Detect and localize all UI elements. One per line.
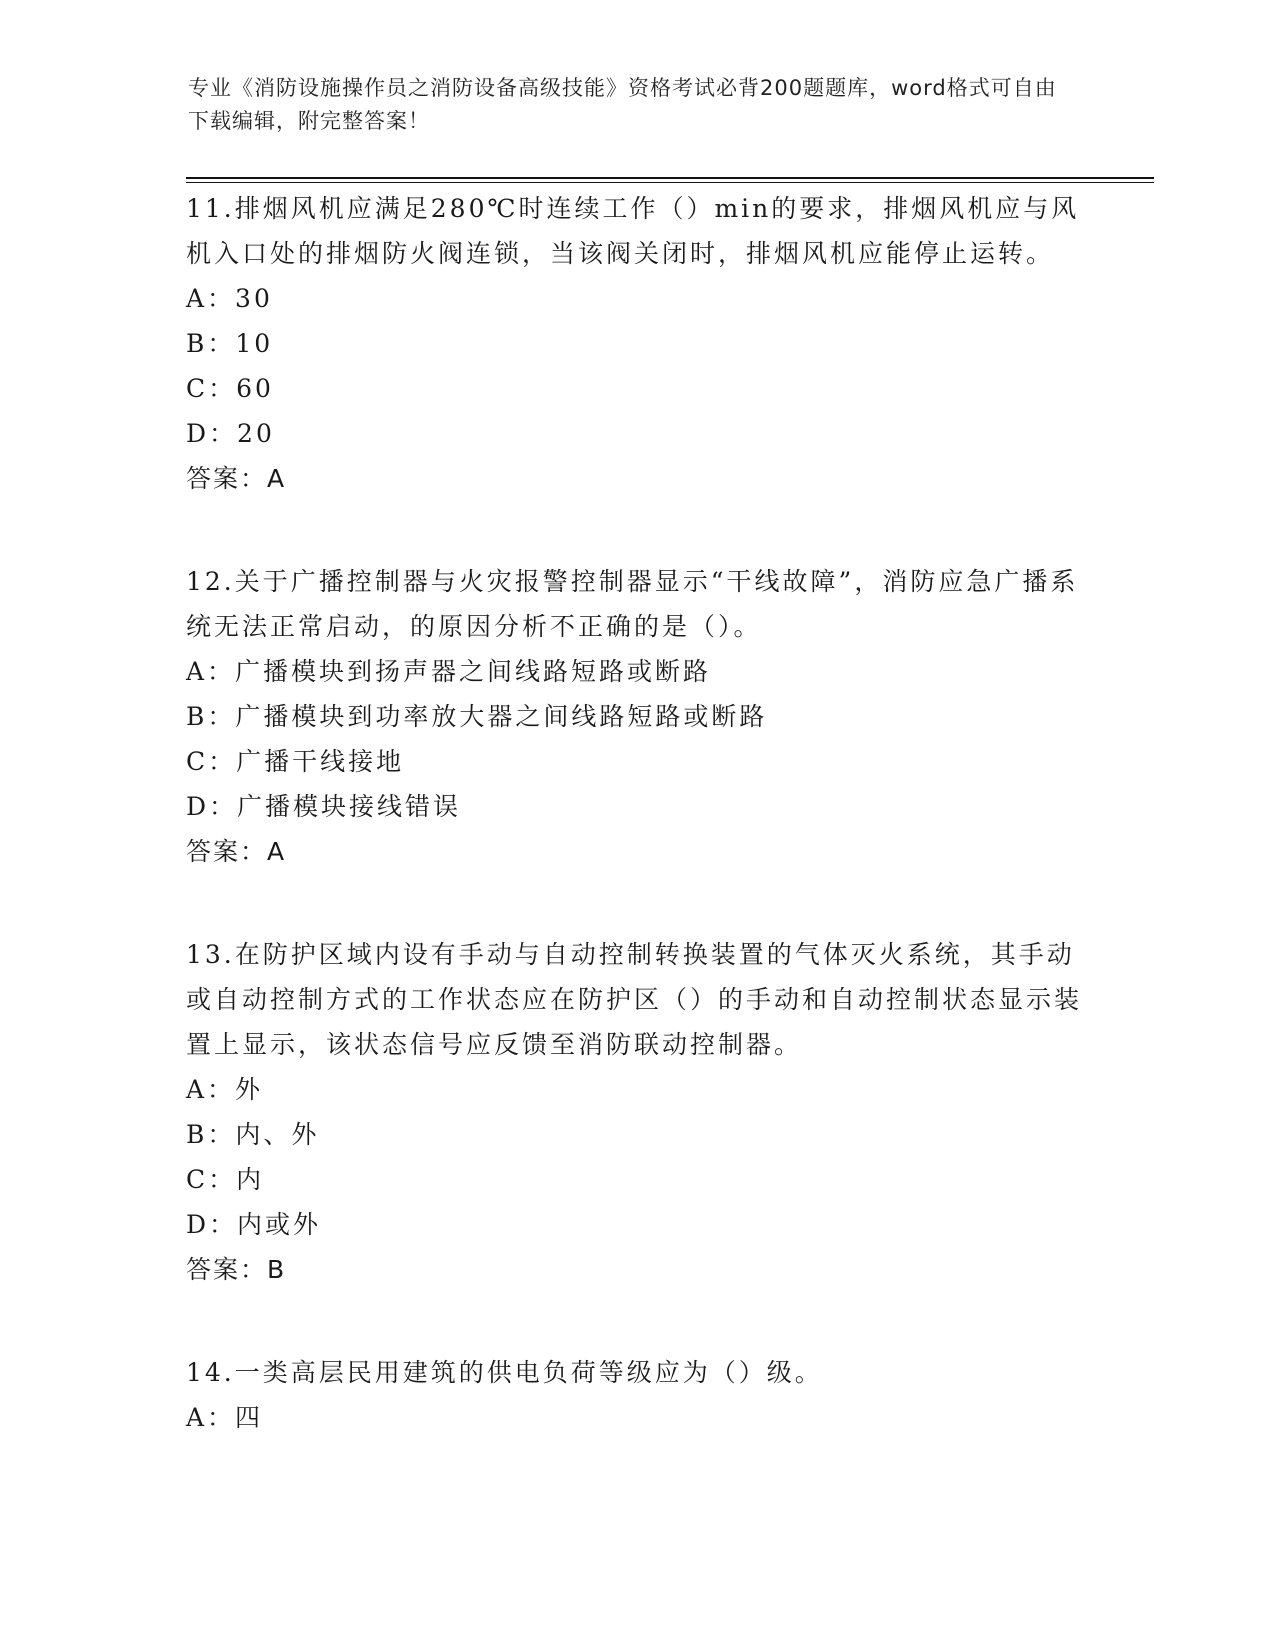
question-list — [186, 186, 1086, 1498]
option-d: D：广播模块接线错误 — [186, 792, 462, 821]
header-rule-thick — [186, 177, 1154, 179]
question-12 — [186, 559, 1086, 874]
document-header: 专业《消防设施操作员之消防设备高级技能》资格考试必背200题题库，word格式可自由下载编辑，附完整答案！ — [188, 76, 1057, 133]
question-stem: 13.在防护区域内设有手动与自动控制转换装置的气体灭火系统，其手动或自动控制方式的工作状态应在防护区（）的手动和自动控制状态显示装置上显示，该状态信号应反馈至消防联动控制器。 — [186, 940, 1083, 1059]
option-c: C：内 — [186, 1165, 265, 1194]
option-c: C：广播干线接地 — [186, 747, 405, 776]
answer: 答案：A — [186, 837, 287, 866]
answer: 答案：B — [186, 1255, 287, 1284]
option-a: A：广播模块到扬声器之间线路短路或断路 — [186, 657, 712, 686]
option-a: A：30 — [186, 284, 273, 313]
question-stem: 11.排烟风机应满足280℃时连续工作（）min的要求，排烟风机应与风机入口处的排烟防火阀连锁，当该阀关闭时，排烟风机应能停止运转。 — [186, 194, 1080, 268]
question-stem: 14.一类高层民用建筑的供电负荷等级应为（）级。 — [186, 1358, 823, 1387]
option-c: C：60 — [186, 374, 274, 403]
option-a: A：四 — [186, 1403, 264, 1432]
answer: 答案：A — [186, 464, 287, 493]
option-d: D：内或外 — [186, 1210, 322, 1239]
option-d: D：20 — [186, 419, 275, 448]
option-b: B：内、外 — [186, 1120, 320, 1149]
question-stem: 12.关于广播控制器与火灾报警控制器显示“干线故障”，消防应急广播系统无法正常启动，的原因分析不正确的是（）。 — [186, 567, 1079, 641]
option-a: A：外 — [186, 1075, 264, 1104]
question-11 — [186, 186, 1086, 501]
header-rule-thin — [186, 182, 1154, 183]
option-b: B：广播模块到功率放大器之间线路短路或断路 — [186, 702, 768, 731]
option-b: B：10 — [186, 329, 274, 358]
question-13 — [186, 932, 1086, 1292]
question-14 — [186, 1350, 1086, 1440]
